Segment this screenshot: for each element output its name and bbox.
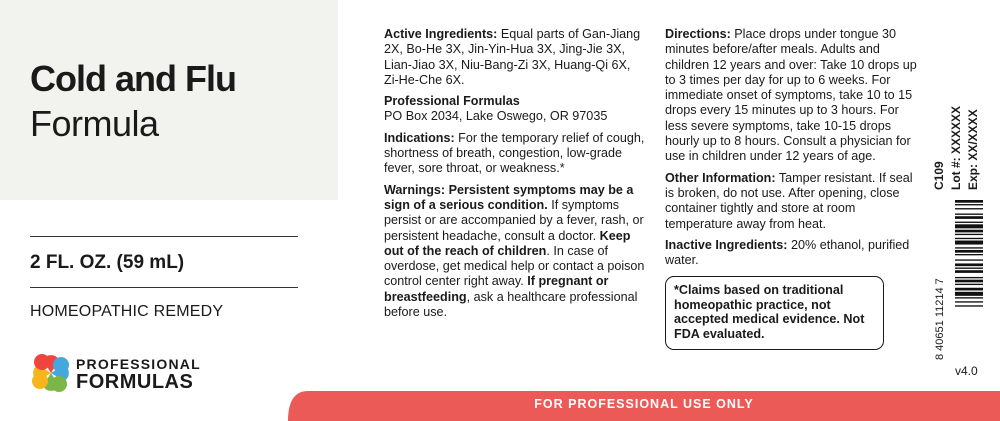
ingredients-column [384,27,646,326]
barcode-number: 8 40651 11214 7 [934,278,946,360]
version-label: v4.0 [955,364,978,378]
warnings-bold-1: Persistent symptoms may be a sign of a serious condition. [384,182,634,212]
warnings-bold-3: If pregnant or breastfeeding [384,274,609,304]
barcode-bar [955,284,983,285]
barcode-bar [955,259,983,260]
inactive-ingredients [665,238,923,269]
directions-column [665,27,923,350]
indications-text: For the temporary relief of cough, shortness of breath, congestion, low-grade fever, sore throat, or weakness.* [384,130,645,176]
barcode [955,200,983,358]
other-information-label: Other Information: [665,170,776,185]
warnings-bold-2: Keep out of the reach of children [384,228,631,258]
claims-disclaimer: *Claims based on traditional homeopathic practice, not accepted medical evidence. Not FDA evaluated. [665,276,884,350]
footer-label: FOR PROFESSIONAL USE ONLY [534,397,754,411]
company-info [384,94,646,125]
product-title: Cold and Flu [30,58,236,99]
barcode-bar [955,254,983,255]
warnings [384,183,646,321]
barcode-bar [955,297,983,298]
title-block [0,0,338,200]
lot-number: Lot #: XXXXXX [949,105,963,190]
barcode-bar [955,208,983,209]
barcode-bar [955,280,983,283]
barcode-bar [955,305,983,306]
brand-logo [30,352,210,396]
divider [30,287,298,288]
directions-label: Directions: [665,27,731,41]
brand-name-line2: FORMULAS [76,371,194,393]
barcode-bar [955,247,983,248]
company-name: Professional Formulas [384,94,520,109]
barcode-bar [955,241,983,245]
other-information [665,171,923,232]
inactive-ingredients-text: 20% ethanol, purified water. [665,237,910,268]
active-ingredients [384,27,646,88]
warnings-label: Warnings: [384,182,446,197]
product-code: C109 [932,161,946,190]
barcode-bar [955,204,983,205]
directions [665,27,923,165]
volume-label: 2 FL. OZ. (59 mL) [30,252,185,273]
active-ingredients-text: Equal parts of Gan-Jiang 2X, Bo-He 3X, Jin-Yin-Hua 3X, Jing-Jie 3X, Lian-Jiao 3X, Niu-Bang-Zi 3X, Huang-Qi 6X, Zi-He-Che 6X. [384,27,641,87]
barcode-bar [955,234,983,235]
barcode-bar [955,238,983,239]
barcode-bar [955,230,983,233]
warnings-text-1: If symptoms persist or are accompanied by a fever, rash, or persistent headache, consult a doctor. [384,197,644,243]
expiration-date: Exp: XX/XXXX [966,109,980,190]
barcode-bar [955,292,983,296]
barcode-bar [955,216,983,219]
logo-mark-icon [30,352,72,396]
category-label: HOMEOPATHIC REMEDY [30,303,224,320]
barcode-bar [955,200,983,203]
brand-name-line1: PROFESSIONAL [76,356,201,372]
barcode-bar [955,270,983,273]
product-subtitle: Formula [30,103,159,144]
active-ingredients-label: Active Ingredients: [384,27,498,41]
barcode-bar [955,224,983,228]
barcode-bar [955,250,983,253]
barcode-bar [955,214,983,215]
barcode-bar [955,277,983,278]
barcode-bar [955,263,983,266]
other-information-text: Tamper resistant. If seal is broken, do not use. After opening, close container tightly and store at room temperature away from heat. [665,170,913,231]
company-address: PO Box 2034, Lake Oswego, OR 97035 [384,109,608,124]
divider [30,236,298,237]
indications-label: Indications: [384,130,455,145]
barcode-bar [955,301,983,302]
barcode-bar [955,288,983,291]
directions-text: Place drops under tongue 30 minutes before/after meals. Adults and children 12 years and over: Take 10 drops up to 3 times per day for up to 6 weeks. For immediate onset of symptoms, take 10 to 15 drops every 15 minutes up to 3 hours. For less severe symptoms, take 10-15 drops hourly up to 8 hours. Consult a physician for use in children under 12 years of age. [665,27,917,164]
barcode-bar [955,222,983,223]
product-panel [0,0,338,421]
indications [384,131,646,177]
warnings-text-2: . In case of overdose, get medical help or contact a poison control center right away. [384,243,645,289]
barcode-bar [955,268,983,269]
inactive-ingredients-label: Inactive Ingredients: [665,237,788,252]
warnings-text-3: , ask a healthcare professional before use. [384,289,638,320]
